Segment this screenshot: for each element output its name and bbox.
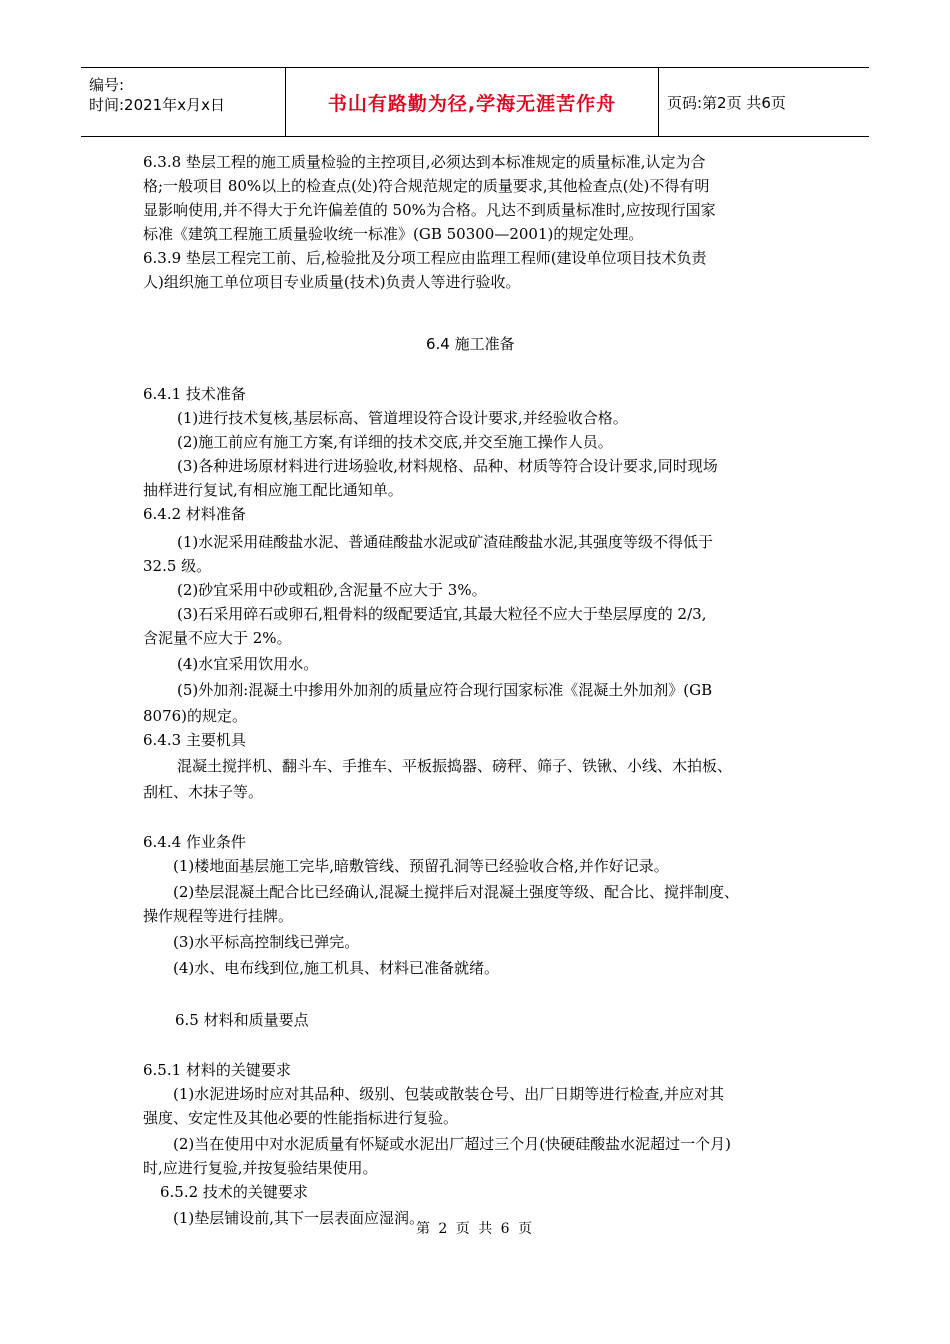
paragraph-line: (3)石采用碎石或卵石,粗骨料的级配要适宜,其最大粒径不应大于垫层厚度的 2/3, [177, 605, 707, 623]
paragraph-line: (1)楼地面基层施工完毕,暗敷管线、预留孔洞等已经验收合格,并作好记录。 [173, 857, 669, 875]
paragraph-line: 格;一般项目 80%以上的检查点(处)符合规范规定的质量要求,其他检查点(处)不得有明 [143, 177, 710, 195]
header-page-info: 页码:第2页 共6页 [667, 93, 786, 112]
paragraph-line: (3)各种进场原材料进行进场验收,材料规格、品种、材质等符合设计要求,同时现场 [177, 457, 718, 475]
paragraph-line: (2)垫层混凝土配合比已经确认,混凝土搅拌后对混凝土强度等级、配合比、搅拌制度、 [173, 883, 740, 901]
paragraph-line: 32.5 级。 [143, 557, 212, 575]
paragraph-line: (2)当在使用中对水泥质量有怀疑或水泥出厂超过三个月(快硬硅酸盐水泥超过一个月) [173, 1135, 731, 1153]
subsection-heading: 6.4.2 材料准备 [143, 505, 246, 523]
paragraph-line: (1)垫层铺设前,其下一层表面应湿润。 [173, 1209, 425, 1227]
subsection-heading: 6.4.1 技术准备 [143, 385, 246, 403]
paragraph-line: 混凝土搅拌机、翻斗车、手推车、平板振捣器、磅秤、筛子、铁锹、小线、木拍板、 [177, 757, 733, 775]
page-footer: 第 2 页 共 6 页 [415, 1221, 535, 1237]
page-header [81, 67, 869, 137]
paragraph-line: (4)水、电布线到位,施工机具、材料已准备就绪。 [173, 959, 500, 977]
document-time-label: 时间:2021年x月x日 [89, 96, 225, 114]
paragraph-line: 时,应进行复验,并按复验结果使用。 [143, 1159, 378, 1177]
subsection-heading: 6.5.1 材料的关键要求 [143, 1061, 291, 1079]
paragraph-line: 6.3.9 垫层工程完工前、后,检验批及分项工程应由监理工程师(建设单位项目技术负责 [143, 249, 707, 267]
paragraph-line: (4)水宜采用饮用水。 [177, 655, 319, 673]
paragraph-line: 8076)的规定。 [143, 707, 248, 725]
subsection-heading: 6.5.2 技术的关键要求 [160, 1183, 308, 1201]
paragraph-line: 操作规程等进行挂牌。 [143, 907, 294, 925]
paragraph-line: 强度、安定性及其他必要的性能指标进行复验。 [143, 1109, 459, 1127]
paragraph-line: 显影响使用,并不得大于允许偏差值的 50%为合格。凡达不到质量标准时,应按现行国家 [143, 201, 716, 219]
paragraph-line: 人)组织施工单位项目专业质量(技术)负责人等进行验收。 [143, 273, 521, 291]
paragraph-line: (1)进行技术复核,基层标高、管道埋设符合设计要求,并经验收合格。 [177, 409, 628, 427]
paragraph-line: (1)水泥进场时应对其品种、级别、包装或散装仓号、出厂日期等进行检查,并应对其 [173, 1085, 725, 1103]
paragraph-line: (1)水泥采用硅酸盐水泥、普通硅酸盐水泥或矿渣硅酸盐水泥,其强度等级不得低于 [177, 533, 714, 551]
header-motto: 书山有路勤为径,学海无涯苦作舟 [286, 68, 659, 136]
subsection-heading: 6.4.3 主要机具 [143, 731, 246, 749]
subsection-heading: 6.4.4 作业条件 [143, 833, 246, 851]
paragraph-line: 抽样进行复试,有相应施工配比通知单。 [143, 481, 403, 499]
paragraph-line: (5)外加剂:混凝土中掺用外加剂的质量应符合现行国家标准《混凝土外加剂》(GB [177, 681, 713, 699]
paragraph-line: 含泥量不应大于 2%。 [143, 629, 292, 647]
document-number-label: 编号: [89, 76, 125, 94]
paragraph-line: 标准《建筑工程施工质量验收统一标准》(GB 50300—2001)的规定处理。 [143, 225, 644, 243]
paragraph-line: (2)砂宜采用中砂或粗砂,含泥量不应大于 3%。 [177, 581, 487, 599]
section-heading: 6.5 材料和质量要点 [175, 1011, 309, 1029]
section-heading: 6.4 施工准备 [426, 335, 515, 353]
header-left-cell [81, 68, 286, 136]
paragraph-line: 6.3.8 垫层工程的施工质量检验的主控项目,必须达到本标准规定的质量标准,认定为合 [143, 153, 706, 171]
paragraph-line: (3)水平标高控制线已弹完。 [173, 933, 360, 951]
paragraph-line: 刮杠、木抹子等。 [143, 783, 264, 801]
paragraph-line: (2)施工前应有施工方案,有详细的技术交底,并交至施工操作人员。 [177, 433, 613, 451]
